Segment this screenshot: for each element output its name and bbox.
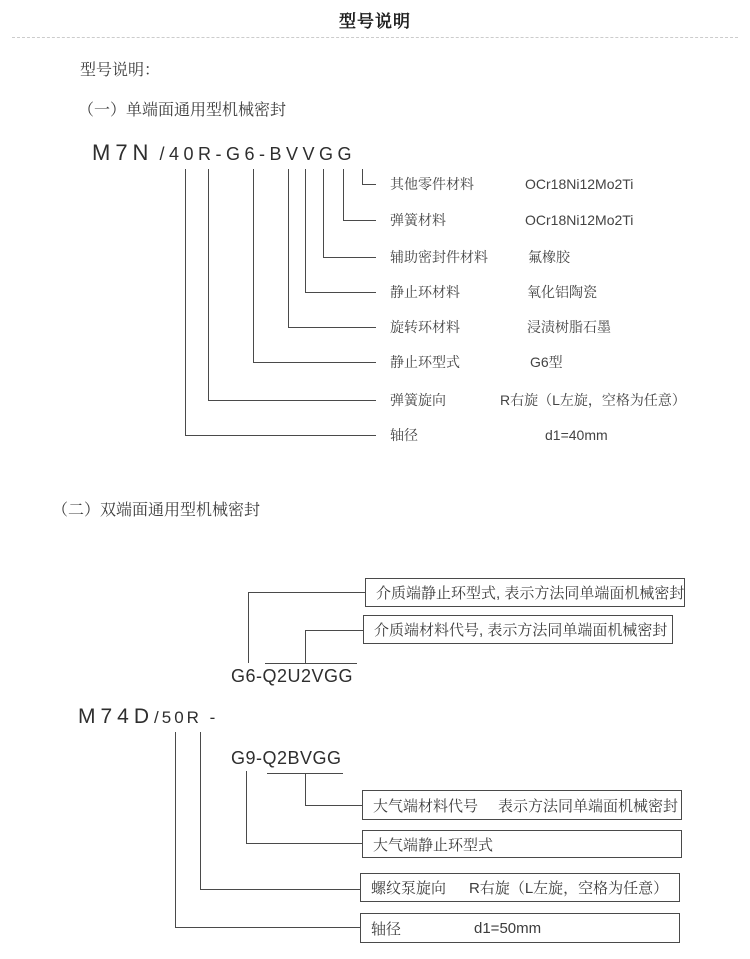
model-code-prefix: M74D — [78, 705, 155, 728]
callout-label: 轴径 — [371, 920, 402, 938]
s1-connector-line — [323, 169, 324, 257]
s2-connector-line — [200, 889, 360, 890]
anno-label-rotating-ring-material: 旋转环材料 — [390, 319, 460, 335]
section2-code-atmosphere-end: G9-Q2BVGG — [231, 748, 342, 768]
callout-label: 螺纹泵旋向 — [371, 880, 447, 897]
s2-connector-line — [200, 732, 201, 889]
model-code-rest: /40R-G6-BVVGG — [159, 144, 356, 164]
s1-connector-line — [253, 169, 254, 362]
s1-connector-line — [185, 169, 186, 435]
callout-label: 大气端静止环型式 — [373, 836, 494, 854]
callout-box-atmosphere-end-ring-type — [362, 830, 682, 858]
anno-value-rotating-ring-material: 浸渍树脂石墨 — [527, 319, 611, 335]
s2-connector-line — [246, 843, 362, 844]
s1-connector-line — [362, 184, 376, 185]
s1-connector-line — [208, 400, 376, 401]
s2-connector-line — [175, 732, 176, 927]
anno-value-other-parts: OCr18Ni12Mo2Ti — [525, 176, 634, 192]
anno-value-aux-seal-material: 氟橡胶 — [528, 249, 570, 265]
s1-connector-line — [288, 327, 376, 328]
anno-value-stationary-ring-material: 氧化铝陶瓷 — [527, 284, 597, 300]
anno-value-shaft-diameter: d1=40mm — [545, 427, 608, 443]
s1-connector-line — [185, 435, 376, 436]
section1-model-code — [92, 140, 356, 166]
s1-connector-line — [288, 169, 289, 327]
header-dashed-separator — [12, 37, 738, 38]
s2-connector-line — [305, 630, 363, 631]
section1-heading: 型号说明： — [80, 62, 161, 79]
s1-connector-line — [343, 169, 344, 220]
section2-model-code — [78, 705, 218, 729]
s1-connector-line — [362, 169, 363, 184]
callout-box-atmosphere-end-material-code — [362, 790, 682, 820]
s2-connector-line — [248, 592, 365, 593]
section2-code-medium-end: G6-Q2U2VGG — [231, 666, 354, 686]
page-title: 型号说明 — [339, 12, 411, 31]
model-code-rest: /50R - — [154, 708, 219, 727]
s2-connector-line — [175, 927, 360, 928]
callout-value: R右旋（L左旋，空格为任意） — [469, 880, 669, 897]
s1-connector-line — [208, 169, 209, 400]
s2-connector-line — [305, 805, 362, 806]
s2-connector-line — [248, 592, 249, 663]
anno-label-aux-seal-material: 辅助密封件材料 — [390, 249, 488, 265]
callout-label: 大气端材料代号 — [373, 797, 479, 815]
anno-label-spring-rotation: 弹簧旋向 — [390, 392, 446, 408]
callout-text: 介质端材料代号, 表示方法同单端面机械密封 — [374, 622, 668, 639]
anno-label-other-parts: 其他零件材料 — [390, 176, 474, 192]
anno-label-stationary-ring-type: 静止环型式 — [390, 354, 460, 370]
section2-title: （二）双端面通用型机械密封 — [52, 502, 261, 519]
s1-connector-line — [323, 257, 376, 258]
s1-connector-line — [343, 220, 376, 221]
section1-title: （一）单端面通用型机械密封 — [78, 102, 287, 119]
callout-box-medium-end-ring-type — [365, 578, 685, 607]
s2-connector-overline — [265, 663, 357, 664]
callout-value: d1=50mm — [474, 919, 542, 937]
anno-label-stationary-ring-material: 静止环材料 — [390, 284, 460, 300]
anno-value-spring-material: OCr18Ni12Mo2Ti — [525, 212, 634, 228]
callout-box-screw-pump-rotation — [360, 873, 680, 902]
s1-connector-line — [305, 292, 376, 293]
callout-value: 表示方法同单端面机械密封 — [498, 797, 679, 815]
anno-value-spring-rotation: R右旋（L左旋，空格为任意） — [500, 392, 686, 408]
anno-label-shaft-diameter: 轴径 — [390, 427, 418, 443]
callout-box-medium-end-material-code — [363, 615, 673, 644]
s1-connector-line — [253, 362, 376, 363]
s2-connector-line — [305, 630, 306, 663]
s1-connector-line — [305, 169, 306, 292]
s2-connector-line — [246, 771, 247, 843]
model-code-prefix: M7N — [92, 140, 154, 165]
s2-connector-line — [305, 773, 306, 805]
callout-box-shaft-diameter — [360, 913, 680, 943]
anno-value-stationary-ring-type: G6型 — [530, 354, 563, 370]
callout-text: 介质端静止环型式, 表示方法同单端面机械密封 — [376, 585, 685, 602]
anno-label-spring-material: 弹簧材料 — [390, 212, 446, 228]
